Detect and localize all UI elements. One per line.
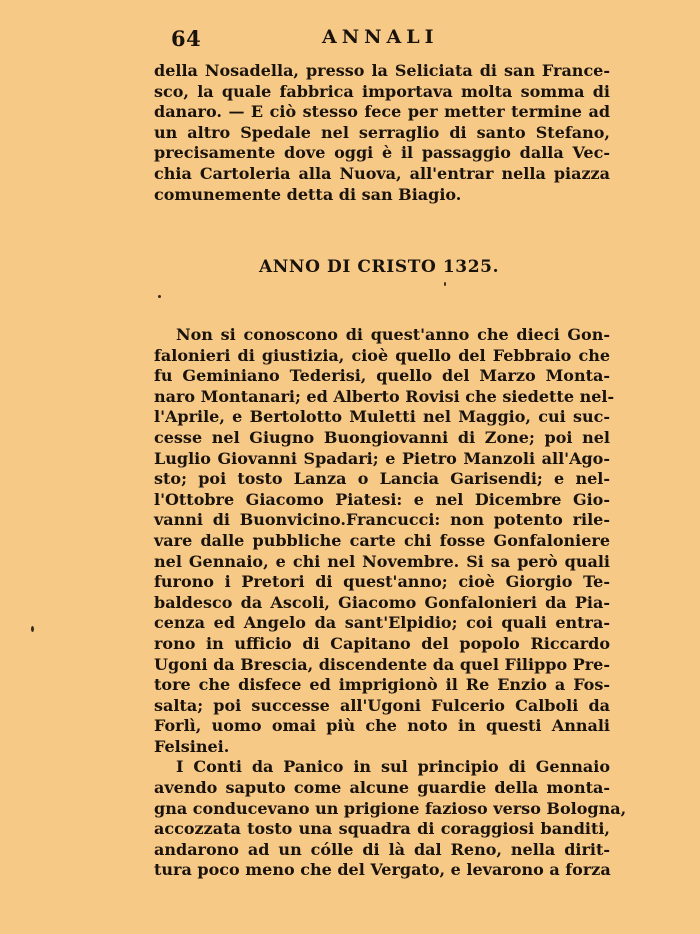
text-line: avendo saputo come alcune guardie della monta-: [154, 778, 610, 798]
page-header: [0, 22, 700, 52]
text-line: gna conducevano un prigione fazioso verso Bologna,: [154, 798, 627, 818]
running-title: ANNALI: [322, 26, 439, 48]
text-line: vare dalle pubbliche carte chi fosse Gonfaloniere: [154, 530, 610, 550]
text-line: fu Geminiano Tederisi, quello del Marzo Monta-: [154, 366, 610, 386]
text-line: Felsinei.: [154, 736, 230, 756]
text-line: andarono ad un cólle di là dal Reno, nella dirit-: [154, 839, 610, 859]
text-line: precisamente dove oggi è il passaggio dalla Vec-: [154, 143, 610, 163]
text-line: sto; poi tosto Lanza o Lancia Garisendi; e nel-: [154, 469, 610, 489]
ink-speck: [31, 626, 34, 632]
text-line: rono in ufficio di Capitano del popolo Riccardo: [154, 633, 610, 653]
text-line: tura poco meno che del Vergato, e levarono a forza: [154, 860, 611, 880]
text-line: naro Montanari; ed Alberto Rovisi che siedette nel-: [154, 386, 615, 406]
text-line: chia Cartoleria alla Nuova, all'entrar nella piazza: [154, 163, 610, 183]
text-line: l'Aprile, e Bertolotto Muletti nel Maggio, cui suc-: [154, 407, 610, 427]
text-line: accozzata tosto una squadra di coraggiosi banditi,: [154, 819, 610, 839]
text-line: furono i Pretori di quest'anno; cioè Giorgio Te-: [154, 572, 610, 592]
top-paragraph: [154, 61, 610, 205]
text-line: comunemente detta di san Biagio.: [154, 184, 462, 204]
text-line: l'Ottobre Giacomo Piatesi: e nel Dicembre Gio-: [154, 489, 610, 509]
ink-speck: [444, 282, 446, 286]
text-line: Forlì, uomo omai più che noto in questi Annali: [154, 716, 610, 736]
page-number: 64: [171, 26, 202, 51]
text-line: sco, la quale fabbrica importava molta somma di: [154, 81, 610, 101]
text-line: vanni di Buonvicino.Francucci: non potento rile-: [154, 510, 610, 530]
text-line: salta; poi successe all'Ugoni Fulcerio Calboli da: [154, 695, 610, 715]
text-line: falonieri di giustizia, cioè quello del Febbraio che: [154, 345, 610, 365]
text-line: della Nosadella, presso la Seliciata di san France-: [154, 61, 610, 80]
text-line: Non si conoscono di quest'anno che dieci Gon-: [176, 325, 610, 344]
ink-speck: [158, 295, 161, 298]
text-line: Luglio Giovanni Spadari; e Pietro Manzoli all'Ago-: [154, 448, 610, 468]
text-line: Ugoni da Brescia, discendente da quel Filippo Pre-: [154, 654, 610, 674]
text-line: danaro. — E ciò stesso fece per metter termine ad: [154, 102, 610, 122]
text-line: un altro Spedale nel serraglio di santo Stefano,: [154, 122, 610, 142]
text-line: I Conti da Panico in sul principio di Gennaio: [176, 757, 610, 777]
main-text: [154, 325, 627, 881]
section-heading: ANNO DI CRISTO 1325.: [259, 257, 500, 277]
text-line: cenza ed Angelo da sant'Elpidio; coi quali entra-: [154, 613, 610, 633]
text-line: nel Gennaio, e chi nel Novembre. Si sa però quali: [154, 551, 610, 571]
text-line: baldesco da Ascoli, Giacomo Gonfalonieri da Pia-: [154, 592, 610, 612]
text-line: cesse nel Giugno Buongiovanni di Zone; poi nel: [154, 427, 610, 447]
text-line: tore che disfece ed imprigionò il Re Enzio a Fos-: [154, 675, 610, 695]
